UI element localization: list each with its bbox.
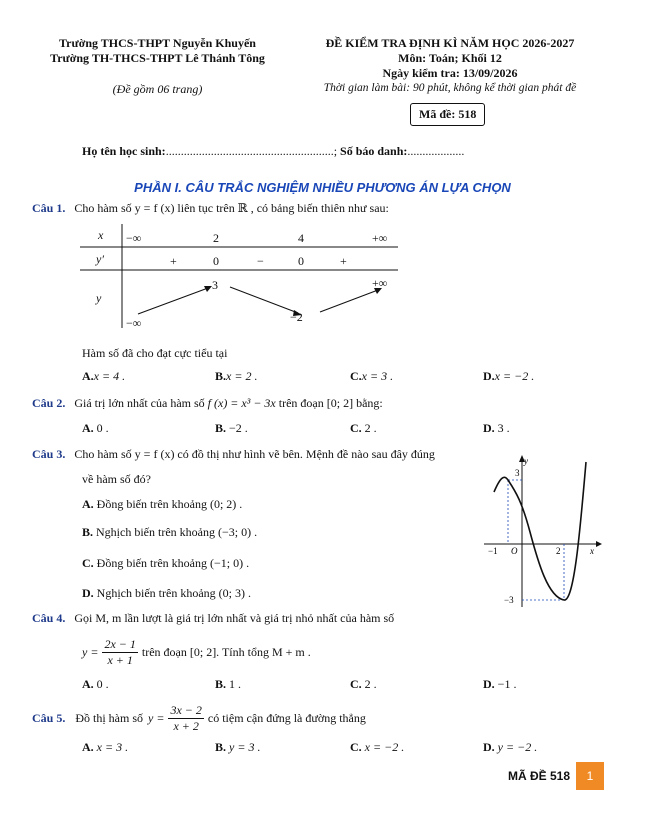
question-3 bbox=[32, 447, 435, 462]
question-1 bbox=[32, 201, 389, 216]
option-text: Nghịch biến trên khoảng (0; 3) . bbox=[96, 586, 251, 600]
q4-fraction bbox=[102, 637, 137, 668]
school-name-2: Trường TH-THCS-THPT Lê Thánh Tông bbox=[50, 51, 265, 65]
q1-option-a[interactable] bbox=[82, 369, 125, 384]
q1-option-c[interactable] bbox=[350, 369, 393, 384]
option-text: x = −2 . bbox=[494, 369, 535, 383]
q4-option-a[interactable] bbox=[82, 677, 109, 692]
page-number-badge: 1 bbox=[576, 762, 604, 790]
option-key: D. bbox=[483, 369, 495, 383]
option-key: A. bbox=[82, 677, 94, 691]
q3-option-d[interactable] bbox=[82, 586, 251, 601]
option-text: y = 3 . bbox=[229, 740, 261, 754]
option-text: Đồng biến trên khoảng (0; 2) . bbox=[96, 497, 243, 511]
question-2 bbox=[32, 396, 383, 411]
option-key: A. bbox=[82, 497, 94, 511]
graph-tick-m3: −3 bbox=[504, 595, 514, 605]
student-info-line bbox=[82, 144, 464, 159]
q4-numerator: 2x − 1 bbox=[104, 637, 136, 651]
table-y-end: +∞ bbox=[372, 276, 388, 290]
q4-option-c[interactable] bbox=[350, 677, 377, 692]
option-text: x = −2 . bbox=[364, 740, 405, 754]
question-5 bbox=[32, 703, 366, 734]
option-key: D. bbox=[483, 421, 495, 435]
question-2-text-post: bằng: bbox=[356, 396, 383, 410]
graph-x-label: x bbox=[590, 546, 594, 556]
student-name-label: Họ tên học sinh: bbox=[82, 144, 166, 158]
table-sign: + bbox=[340, 254, 347, 268]
option-key: B. bbox=[82, 525, 94, 539]
option-key: A. bbox=[82, 740, 94, 754]
student-name-field: ........................................................; bbox=[165, 144, 338, 158]
option-text: x = 3 . bbox=[361, 369, 394, 383]
exam-subject: Môn: Toán; Khối 12 bbox=[398, 51, 502, 65]
option-text: 2 . bbox=[364, 421, 377, 435]
question-1-text: Cho hàm số y = f (x) liên tục trên ℝ , có bảng biến thiên như sau: bbox=[74, 201, 389, 215]
q4-text-2: trên đoạn [0; 2]. Tính tổng M + m . bbox=[141, 645, 311, 659]
option-key: B. bbox=[215, 677, 227, 691]
option-key: C. bbox=[350, 740, 362, 754]
q5-option-d[interactable] bbox=[483, 740, 537, 755]
q5-denominator: x + 2 bbox=[173, 719, 199, 733]
table-y-max: 3 bbox=[212, 278, 218, 292]
option-text: 0 . bbox=[96, 677, 109, 691]
question-2-interval: [0; 2] bbox=[326, 396, 354, 410]
table-x-value: +∞ bbox=[372, 231, 388, 245]
table-sign: − bbox=[257, 254, 264, 268]
option-key: C. bbox=[350, 421, 362, 435]
option-text: 1 . bbox=[229, 677, 242, 691]
graph-origin: O bbox=[511, 546, 518, 556]
question-5-text-pre: Đồ thị hàm số bbox=[75, 711, 144, 725]
question-3-text-2: về hàm số đó? bbox=[82, 472, 151, 486]
option-key: C. bbox=[82, 556, 94, 570]
question-3-text: Cho hàm số y = f (x) có đồ thị như hình vẽ bên. Mệnh đề nào sau đây đúng bbox=[74, 447, 435, 461]
q2-option-d[interactable] bbox=[483, 421, 510, 436]
question-2-label: Câu 2. bbox=[32, 396, 66, 410]
q5-option-c[interactable] bbox=[350, 740, 404, 755]
question-4-text: Gọi M, m lần lượt là giá trị lớn nhất và giá trị nhỏ nhất của hàm số bbox=[74, 611, 395, 625]
q3-option-c[interactable] bbox=[82, 556, 249, 571]
table-x-value: 4 bbox=[298, 231, 304, 245]
exam-code-box: Mã đề: 518 bbox=[410, 103, 485, 126]
q3-option-b[interactable] bbox=[82, 525, 257, 540]
option-text: x = 2 . bbox=[226, 369, 258, 383]
option-text: Nghịch biến trên khoảng (−3; 0) . bbox=[96, 525, 258, 539]
q1-option-b[interactable] bbox=[215, 369, 257, 384]
table-y-start: −∞ bbox=[126, 316, 142, 330]
table-yprime-label: y′ bbox=[96, 252, 104, 266]
question-3-label: Câu 3. bbox=[32, 447, 66, 461]
option-text: −1 . bbox=[497, 677, 517, 691]
function-graph bbox=[480, 452, 605, 610]
option-text: 0 . bbox=[96, 421, 109, 435]
option-text: −2 . bbox=[229, 421, 248, 435]
option-text: Đồng biến trên khoảng (−1; 0) . bbox=[96, 556, 250, 570]
q3-option-a[interactable] bbox=[82, 497, 242, 512]
question-4 bbox=[32, 611, 394, 626]
table-sign: + bbox=[170, 254, 177, 268]
question-5-text-post: có tiệm cận đứng là đường thẳng bbox=[207, 711, 366, 725]
option-key: A. bbox=[82, 421, 94, 435]
pages-note: (Đề gồm 06 trang) bbox=[112, 82, 203, 96]
exam-title: ĐỀ KIỂM TRA ĐỊNH KÌ NĂM HỌC 2026-2027 bbox=[325, 36, 575, 50]
q4-denominator: x + 1 bbox=[107, 653, 133, 667]
section-title: PHẦN I. CÂU TRẮC NGHIỆM NHIỀU PHƯƠNG ÁN LỰA CHỌN bbox=[134, 180, 511, 195]
question-2-text-pre: Giá trị lớn nhất của hàm số bbox=[74, 396, 205, 410]
option-key: B. bbox=[215, 740, 227, 754]
q4-y-eq: y = bbox=[82, 645, 99, 659]
table-x-label: x bbox=[98, 228, 104, 242]
q5-y-eq: y = bbox=[148, 711, 165, 725]
q4-option-b[interactable] bbox=[215, 677, 241, 692]
option-key: B. bbox=[215, 369, 227, 383]
graph-y-label: y bbox=[524, 456, 528, 466]
q5-option-a[interactable] bbox=[82, 740, 128, 755]
option-key: D. bbox=[483, 677, 495, 691]
option-text: x = 4 . bbox=[93, 369, 126, 383]
graph-tick-m1: −1 bbox=[488, 546, 498, 556]
option-key: C. bbox=[350, 677, 362, 691]
table-x-value: 2 bbox=[213, 231, 219, 245]
table-y-label: y bbox=[96, 291, 102, 305]
table-x-value: −∞ bbox=[126, 231, 142, 245]
question-1-label: Câu 1. bbox=[32, 201, 66, 215]
question-4-label: Câu 4. bbox=[32, 611, 66, 625]
exam-date: Ngày kiểm tra: 13/09/2026 bbox=[382, 66, 518, 80]
q5-option-b[interactable] bbox=[215, 740, 260, 755]
table-y-min: −2 bbox=[290, 310, 303, 324]
option-key: D. bbox=[82, 586, 94, 600]
q1-option-d[interactable] bbox=[483, 369, 534, 384]
school-name-1: Trường THCS-THPT Nguyễn Khuyến bbox=[59, 36, 256, 50]
q2-option-c[interactable] bbox=[350, 421, 377, 436]
q2-option-a[interactable] bbox=[82, 421, 109, 436]
student-id-label: Số báo danh: bbox=[340, 144, 408, 158]
question-2-function: f (x) = x³ − 3x bbox=[207, 396, 276, 410]
graph-tick-2: 2 bbox=[556, 546, 561, 556]
q5-numerator: 3x − 2 bbox=[170, 703, 202, 717]
option-key: C. bbox=[350, 369, 362, 383]
option-key: B. bbox=[215, 421, 227, 435]
q5-fraction bbox=[168, 703, 203, 734]
table-sign: 0 bbox=[298, 254, 304, 268]
q4-option-d[interactable] bbox=[483, 677, 516, 692]
graph-tick-3: 3 bbox=[515, 468, 520, 478]
option-text: 3 . bbox=[497, 421, 510, 435]
option-text: x = 3 . bbox=[96, 740, 129, 754]
option-key: A. bbox=[82, 369, 94, 383]
question-4-formula bbox=[82, 637, 311, 668]
option-text: y = −2 . bbox=[497, 740, 538, 754]
q2-option-b[interactable] bbox=[215, 421, 248, 436]
footer-exam-code: MÃ ĐỀ 518 bbox=[508, 769, 571, 783]
option-key: D. bbox=[483, 740, 495, 754]
time-note: Thời gian làm bài: 90 phút, không kể thời gian phát đề bbox=[323, 82, 577, 94]
option-text: 2 . bbox=[364, 677, 377, 691]
question-5-label: Câu 5. bbox=[32, 711, 66, 725]
table-sign: 0 bbox=[213, 254, 219, 268]
question-1-followup: Hàm số đã cho đạt cực tiểu tại bbox=[82, 346, 228, 360]
student-id-field: ................... bbox=[407, 144, 465, 158]
question-2-text-mid: trên đoạn bbox=[278, 396, 324, 410]
